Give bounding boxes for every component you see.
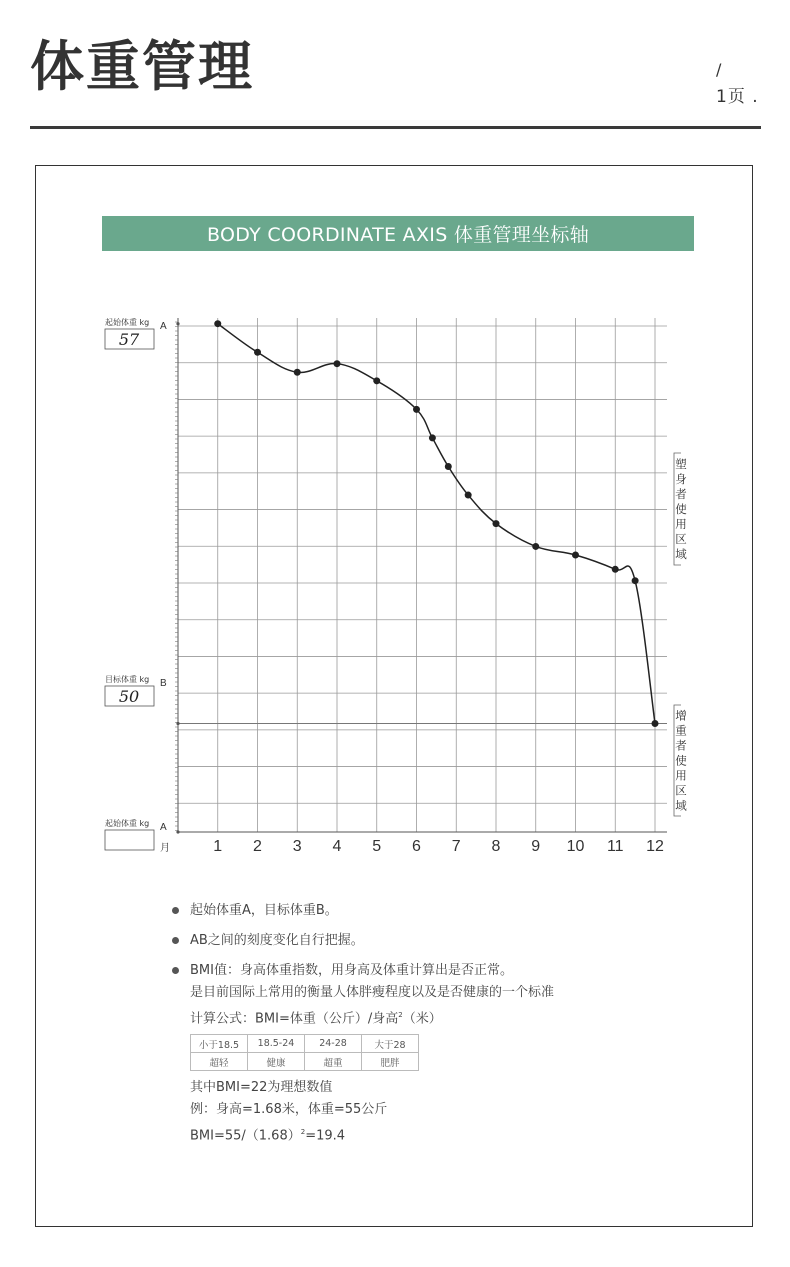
data-point (214, 320, 221, 327)
data-point (413, 406, 420, 413)
bmi-description: 是目前国际上常用的衡量人体胖瘦程度以及是否健康的一个标准 (190, 985, 555, 1000)
x-tick-label: 10 (566, 838, 585, 855)
start-weight-value: 57 (118, 330, 140, 349)
start-axis-dot (176, 322, 179, 325)
bmi-table (190, 1034, 419, 1071)
result-exponent: 2 (300, 1128, 306, 1137)
table-cell: 肥胖 (362, 1053, 419, 1071)
note-text: BMI值：身高体重指数，用身高及体重计算出是否正常。 (190, 963, 513, 978)
weight-gain-zone-label-char: 域 (675, 798, 687, 813)
target-weight-marker: B (160, 678, 167, 689)
page-number: 1页 . (716, 87, 759, 107)
ideal-bmi: 其中BMI=22为理想数值 (190, 1080, 333, 1096)
x-tick-label: 2 (253, 838, 262, 855)
result-value: =19.4 (305, 1128, 346, 1144)
notes-section (172, 900, 732, 1148)
table-cell: 24-28 (305, 1035, 362, 1053)
weight-gain-zone-label-char: 用 (675, 768, 687, 783)
bullet-dot-icon (172, 937, 179, 944)
table-cell: 小于18.5 (191, 1035, 248, 1053)
slimming-zone-label-char: 用 (675, 517, 687, 531)
weight-gain-zone-label-char: 使 (675, 753, 687, 768)
formula-unit: （米） (402, 1011, 442, 1027)
page-slash: / (716, 60, 722, 79)
data-point (632, 577, 639, 584)
slimming-zone-label-char: 身 (675, 472, 687, 486)
target-weight-value: 50 (118, 687, 140, 706)
table-cell: 18.5-24 (248, 1035, 305, 1053)
data-point (612, 566, 619, 573)
weight-gain-zone-label-char: 者 (675, 738, 687, 753)
x-tick-label: 12 (646, 838, 664, 855)
data-point (465, 492, 472, 499)
start-weight-marker: A (160, 321, 167, 332)
note-item (172, 930, 732, 952)
bmi-example: 例：身高=1.68米，体重=55公斤 (190, 1102, 388, 1118)
note-text: AB之间的刻度变化自行把握。 (190, 933, 364, 948)
data-point (532, 543, 539, 550)
table-row (191, 1035, 419, 1053)
x-tick-label: 1 (213, 838, 223, 855)
data-point (445, 463, 452, 470)
bullet-dot-icon (172, 907, 179, 914)
start-weight-label: 起始体重 kg (105, 318, 150, 327)
weight-gain-zone-label-char: 重 (675, 723, 687, 738)
x-tick-label: 7 (451, 838, 461, 855)
data-point (493, 520, 500, 527)
note-item (172, 900, 732, 922)
table-row (191, 1053, 419, 1071)
x-tick-label: 6 (412, 838, 421, 855)
note-item (172, 960, 732, 982)
slimming-zone-label-char: 域 (675, 547, 687, 561)
x-tick-label: 4 (332, 838, 342, 855)
data-point (572, 552, 579, 559)
bmi-result (172, 1121, 732, 1147)
weight-series-line (218, 324, 655, 724)
x-unit-label: 月 (160, 843, 170, 854)
bottom-weight-value-box (105, 830, 154, 850)
data-point (334, 360, 341, 367)
formula-text: 计算公式：BMI=体重（公斤）/身高 (190, 1011, 399, 1027)
slimming-zone-label-char: 区 (675, 532, 687, 546)
origin-axis-dot (176, 830, 179, 833)
page-title: 体重管理 (30, 35, 254, 98)
bmi-formula (172, 1004, 732, 1030)
slimming-zone-label-char: 塑 (675, 457, 687, 471)
x-tick-label: 11 (606, 838, 624, 855)
weight-gain-zone-label-char: 区 (675, 783, 687, 798)
x-tick-label: 9 (531, 838, 541, 855)
x-tick-label: 3 (292, 838, 302, 855)
bullet-dot-icon (172, 967, 179, 974)
x-tick-label: 8 (491, 838, 501, 855)
weight-gain-zone-label-char: 增 (675, 708, 687, 723)
result-text: BMI=55/（1.68） (190, 1128, 301, 1144)
target-axis-dot (176, 722, 179, 725)
table-cell: 超轻 (191, 1053, 248, 1071)
slimming-zone-label-char: 使 (675, 502, 687, 516)
data-point (373, 377, 380, 384)
data-point (254, 349, 261, 356)
slimming-zone-label-char: 者 (675, 487, 687, 501)
data-point (652, 720, 659, 727)
data-point (429, 434, 436, 441)
table-cell: 超重 (305, 1053, 362, 1071)
data-point (294, 369, 301, 376)
note-text: 起始体重A，目标体重B。 (190, 903, 338, 918)
target-weight-label: 目标体重 kg (105, 675, 150, 684)
x-tick-label: 5 (372, 838, 382, 855)
table-cell: 健康 (248, 1053, 305, 1071)
bottom-weight-label: 起始体重 kg (105, 819, 150, 828)
chart-banner: BODY COORDINATE AXIS 体重管理坐标轴 (102, 216, 694, 251)
bottom-weight-marker: A (160, 822, 167, 833)
table-cell: 大于28 (362, 1035, 419, 1053)
formula-exponent: 2 (398, 1011, 403, 1019)
